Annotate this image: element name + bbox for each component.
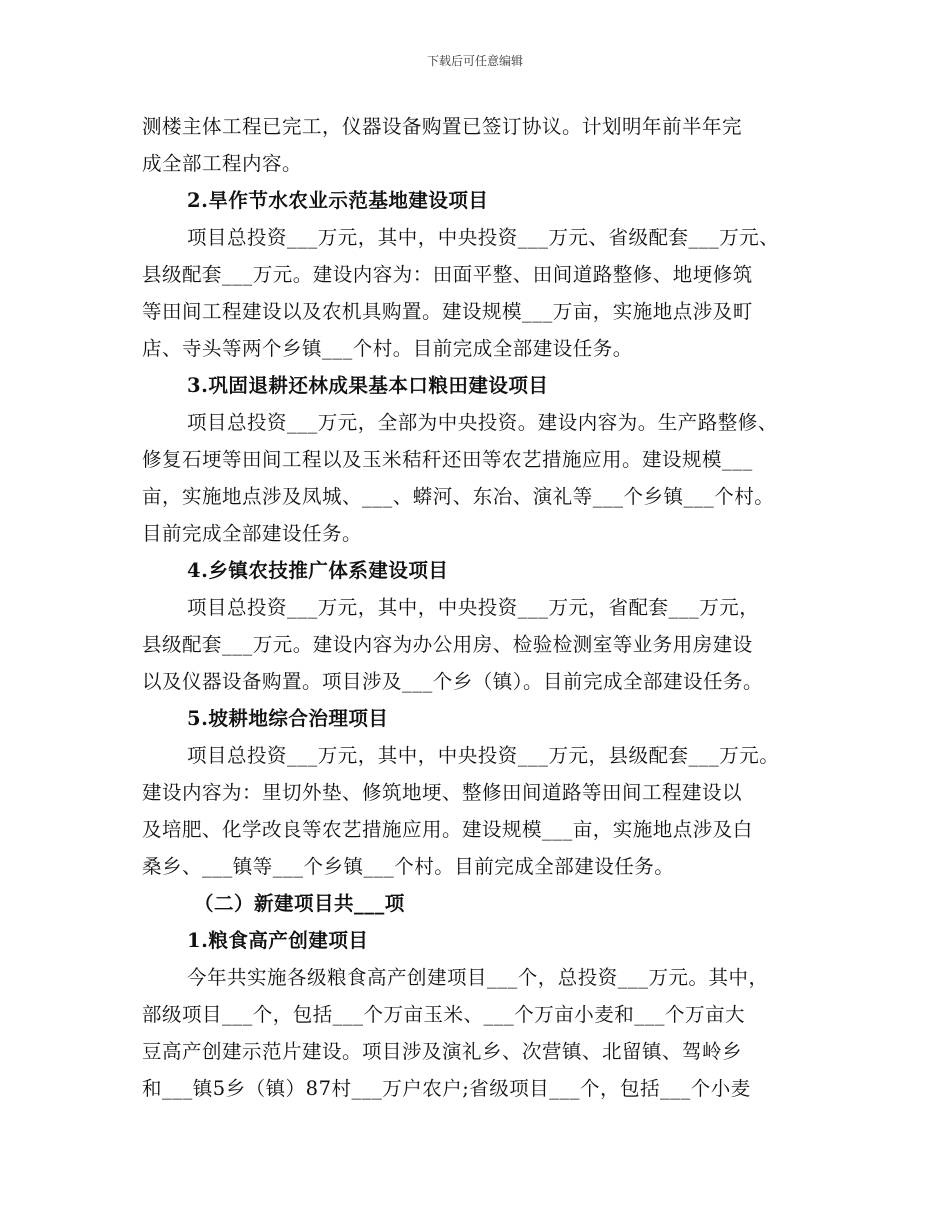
- body-line: 项目总投资___万元，其中，中央投资___万元，县级配套___万元。: [187, 744, 780, 767]
- body-line: 测楼主体工程已完工，仪器设备购置已签订协议。计划明年前半年完: [142, 115, 743, 138]
- section-heading-5: 5.坡耕地综合治理项目: [187, 707, 389, 730]
- new-projects-heading: （二）新建项目共___项: [194, 892, 405, 915]
- body-line: 亩，实施地点涉及凤城、___、蟒河、东冶、演礼等___个乡镇___个村。: [142, 485, 775, 508]
- body-line: 等田间工程建设以及农机具购置。建设规模___万亩，实施地点涉及町: [142, 300, 753, 323]
- body-line: 修复石埂等田间工程以及玉米秸秆还田等农艺措施应用。建设规模___: [142, 448, 753, 471]
- section-heading-grain: 1.粮食高产创建项目: [187, 929, 369, 952]
- body-line: 项目总投资___万元，全部为中央投资。建设内容为。生产路整修、: [187, 411, 778, 434]
- body-line: 目前完成全部建设任务。: [142, 522, 363, 545]
- body-line: 项目总投资___万元，其中，中央投资___万元、省级配套___万元、: [187, 226, 780, 249]
- body-line: 桑乡、___镇等___个乡镇___个村。目前完成全部建设任务。: [142, 855, 675, 878]
- body-line: 今年共实施各级粮食高产创建项目___个，总投资___万元。其中，: [187, 966, 769, 989]
- body-line: 县级配套___万元。建设内容为办公用房、检验检测室等业务用房建设: [142, 633, 753, 656]
- body-line: 和___镇5乡（镇）87村___万户农户;省级项目___个，包括___个小麦: [142, 1077, 751, 1100]
- page-header: 下载后可任意编辑: [426, 54, 523, 68]
- section-heading-4: 4.乡镇农技推广体系建设项目: [187, 559, 449, 582]
- body-line: 以及仪器设备购置。项目涉及___个乡（镇）。目前完成全部建设任务。: [142, 670, 764, 693]
- body-line: 项目总投资___万元，其中，中央投资___万元，省配套___万元，: [187, 596, 760, 619]
- body-line: 及培肥、化学改良等农艺措施应用。建设规模___亩，实施地点涉及白: [142, 818, 753, 841]
- body-line: 豆高产创建示范片建设。项目涉及演礼乡、次营镇、北留镇、驾岭乡: [142, 1040, 743, 1063]
- section-heading-2: 2.旱作节水农业示范基地建设项目: [187, 189, 489, 212]
- body-line: 建设内容为：里切外垫、修筑地埂、整修田间道路等田间工程建设以: [142, 781, 743, 804]
- document-body: [142, 108, 832, 1107]
- body-line: 成全部工程内容。: [142, 152, 303, 175]
- body-line: 店、寺头等两个乡镇___个村。目前完成全部建设任务。: [142, 337, 633, 360]
- body-line: 部级项目___个，包括___个万亩玉米、___个万亩小麦和___个万亩大: [142, 1003, 746, 1026]
- section-heading-3: 3.巩固退耕还林成果基本口粮田建设项目: [187, 374, 549, 397]
- body-line: 县级配套___万元。建设内容为：田面平整、田间道路整修、地埂修筑: [142, 263, 753, 286]
